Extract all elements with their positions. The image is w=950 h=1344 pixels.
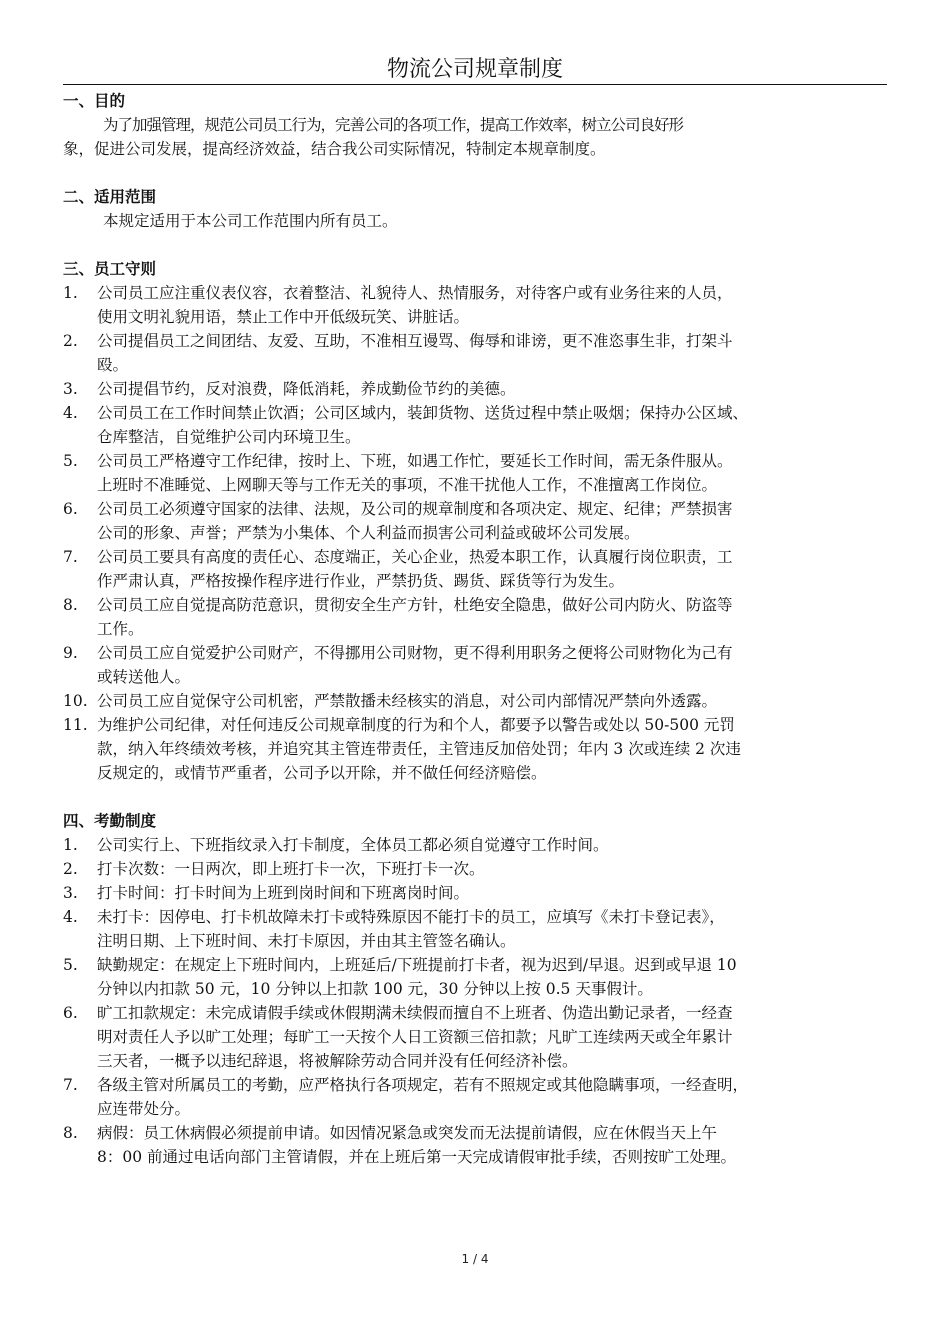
list-item-number: 3. <box>63 884 78 902</box>
list-item-line: 三天者，一概予以违纪辞退，将被解除劳动合同并没有任何经济补偿。 <box>97 1052 578 1070</box>
list-item-line: 8：00 前通过电话向部门主管请假，并在上班后第一天完成请假审批手续，否则按旷工处理。 <box>97 1148 737 1166</box>
list-item-line: 款，纳入年终绩效考核，并追究其主管连带责任，主管违反加倍处罚；年内 3 次或连续 2 次违 <box>97 740 741 758</box>
list-item <box>63 881 887 905</box>
list-item-number: 8. <box>63 1124 78 1142</box>
list-item-number: 6. <box>63 1004 78 1022</box>
list-item <box>63 497 887 545</box>
list-item-line: 公司员工要具有高度的责任心、态度端正，关心企业，热爱本职工作，认真履行岗位职责，工 <box>97 548 733 566</box>
list-item-line: 公司实行上、下班指纹录入打卡制度，全体员工都必须自觉遵守工作时间。 <box>97 836 609 854</box>
list-item-line: 工作。 <box>97 620 144 638</box>
paragraph-line: 象，促进公司发展，提高经济效益，结合我公司实际情况，特制定本规章制度。 <box>63 140 606 158</box>
list-item-line: 或转送他人。 <box>97 668 191 686</box>
section-heading-purpose: 一、目的 <box>63 92 126 110</box>
list-item-number: 7. <box>63 1076 78 1094</box>
list-item <box>63 953 887 1001</box>
list-item <box>63 689 887 713</box>
list-item-number: 8. <box>63 596 78 614</box>
list-item-line: 各级主管对所属员工的考勤，应严格执行各项规定，若有不照规定或其他隐瞒事项，一经查明， <box>97 1076 749 1094</box>
list-item-number: 1. <box>63 284 78 302</box>
employee-rules-list <box>63 281 887 785</box>
list-item-number: 11. <box>63 716 88 734</box>
list-item-line: 公司提倡员工之间团结、友爱、互助，不准相互谩骂、侮辱和诽谤，更不准恣事生非，打架斗 <box>97 332 733 350</box>
list-item-line: 注明日期、上下班时间、未打卡原因，并由其主管签名确认。 <box>97 932 516 950</box>
list-item-number: 7. <box>63 548 78 566</box>
list-item <box>63 1001 887 1073</box>
list-item-line: 明对责任人予以旷工处理；每旷工一天按个人日工资额三倍扣款；凡旷工连续两天或全年累计 <box>97 1028 733 1046</box>
spacer <box>63 233 887 257</box>
list-item-line: 作严肃认真，严格按操作程序进行作业，严禁扔货、踢货、踩货等行为发生。 <box>97 572 625 590</box>
page-number: 1 / 4 <box>461 1252 489 1266</box>
list-item-number: 4. <box>63 404 78 422</box>
list-item-line: 分钟以内扣款 50 元，10 分钟以上扣款 100 元，30 分钟以上按 0.5 天事假计。 <box>97 980 653 998</box>
list-item-number: 5. <box>63 956 78 974</box>
list-item-line: 旷工扣款规定：未完成请假手续或休假期满未续假而擅自不上班者、伪造出勤记录者，一经查 <box>97 1004 733 1022</box>
list-item <box>63 281 887 329</box>
list-item-number: 9. <box>63 644 78 662</box>
list-item <box>63 329 887 377</box>
scope-paragraph: 本规定适用于本公司工作范围内所有员工。 <box>103 212 398 230</box>
list-item-line: 公司提倡节约，反对浪费，降低消耗，养成勤俭节约的美德。 <box>97 380 516 398</box>
spacer <box>63 161 887 185</box>
list-item-line: 公司的形象、声誉；严禁为小集体、个人利益而损害公司利益或破坏公司发展。 <box>97 524 640 542</box>
list-item-number: 3. <box>63 380 78 398</box>
section-heading-scope: 二、适用范围 <box>63 188 157 206</box>
list-item-line: 公司员工必须遵守国家的法律、法规，及公司的规章制度和各项决定、规定、纪律；严禁损害 <box>97 500 733 518</box>
paragraph-line: 为了加强管理，规范公司员工行为，完善公司的各项工作，提高工作效率，树立公司良好形 <box>103 116 684 134</box>
list-item <box>63 1073 887 1121</box>
list-item-line: 公司员工应自觉爱护公司财产，不得挪用公司财物，更不得利用职务之便将公司财物化为己有 <box>97 644 733 662</box>
section-heading-attendance: 四、考勤制度 <box>63 812 157 830</box>
list-item <box>63 905 887 953</box>
list-item-line: 病假：员工休病假必须提前申请。如因情况紧急或突发而无法提前请假，应在休假当天上午 <box>97 1124 718 1142</box>
list-item-number: 1. <box>63 836 78 854</box>
list-item-number: 6. <box>63 500 78 518</box>
list-item-number: 5. <box>63 452 78 470</box>
list-item-line: 应连带处分。 <box>97 1100 191 1118</box>
document-title: 物流公司规章制度 <box>386 57 563 82</box>
list-item-line: 公司员工应自觉提高防范意识，贯彻安全生产方针，杜绝安全隐患，做好公司内防火、防盗等 <box>97 596 733 614</box>
list-item <box>63 377 887 401</box>
list-item-number: 4. <box>63 908 78 926</box>
list-item <box>63 449 887 497</box>
list-item-number: 2. <box>63 332 78 350</box>
attendance-rules-list <box>63 833 887 1169</box>
list-item-line: 使用文明礼貌用语，禁止工作中开低级玩笑、讲脏话。 <box>97 308 470 326</box>
title-underline <box>63 84 887 85</box>
list-item-line: 上班时不准睡觉、上网聊天等与工作无关的事项，不准干扰他人工作，不准擅离工作岗位。 <box>97 476 718 494</box>
list-item <box>63 641 887 689</box>
list-item <box>63 401 887 449</box>
list-item-line: 公司员工应注重仪表仪容，衣着整洁、礼貌待人、热情服务，对待客户或有业务往来的人员， <box>97 284 733 302</box>
list-item-line: 殴。 <box>97 356 129 374</box>
list-item <box>63 713 887 785</box>
list-item-line: 打卡时间：打卡时间为上班到岗时间和下班离岗时间。 <box>97 884 470 902</box>
list-item-line: 公司员工严格遵守工作纪律，按时上、下班，如遇工作忙，要延长工作时间，需无条件服从。 <box>97 452 733 470</box>
list-item-line: 反规定的，或情节严重者，公司予以开除，并不做任何经济赔偿。 <box>97 764 547 782</box>
list-item-line: 缺勤规定：在规定上下班时间内，上班延后/下班提前打卡者，视为迟到/早退。迟到或早退 10 <box>97 956 737 974</box>
list-item <box>63 1121 887 1169</box>
list-item-line: 未打卡：因停电、打卡机故障未打卡或特殊原因不能打卡的员工，应填写《未打卡登记表》， <box>97 908 725 926</box>
list-item-line: 公司员工在工作时间禁止饮酒；公司区域内，装卸货物、送货过程中禁止吸烟；保持办公区域、 <box>97 404 749 422</box>
list-item-line: 仓库整洁，自觉维护公司内环境卫生。 <box>97 428 361 446</box>
list-item-line: 为维护公司纪律，对任何违反公司规章制度的行为和个人，都要予以警告或处以 50-500 元罚 <box>97 716 735 734</box>
list-item-number: 10. <box>63 692 88 710</box>
list-item <box>63 857 887 881</box>
list-item <box>63 833 887 857</box>
list-item-number: 2. <box>63 860 78 878</box>
document-body <box>63 89 887 1169</box>
purpose-paragraph <box>63 113 887 161</box>
section-heading-employee-rules: 三、员工守则 <box>63 260 157 278</box>
list-item-line: 公司员工应自觉保守公司机密，严禁散播未经核实的消息，对公司内部情况严禁向外透露。 <box>97 692 718 710</box>
list-item <box>63 593 887 641</box>
list-item-line: 打卡次数：一日两次，即上班打卡一次，下班打卡一次。 <box>97 860 485 878</box>
spacer <box>63 785 887 809</box>
list-item <box>63 545 887 593</box>
